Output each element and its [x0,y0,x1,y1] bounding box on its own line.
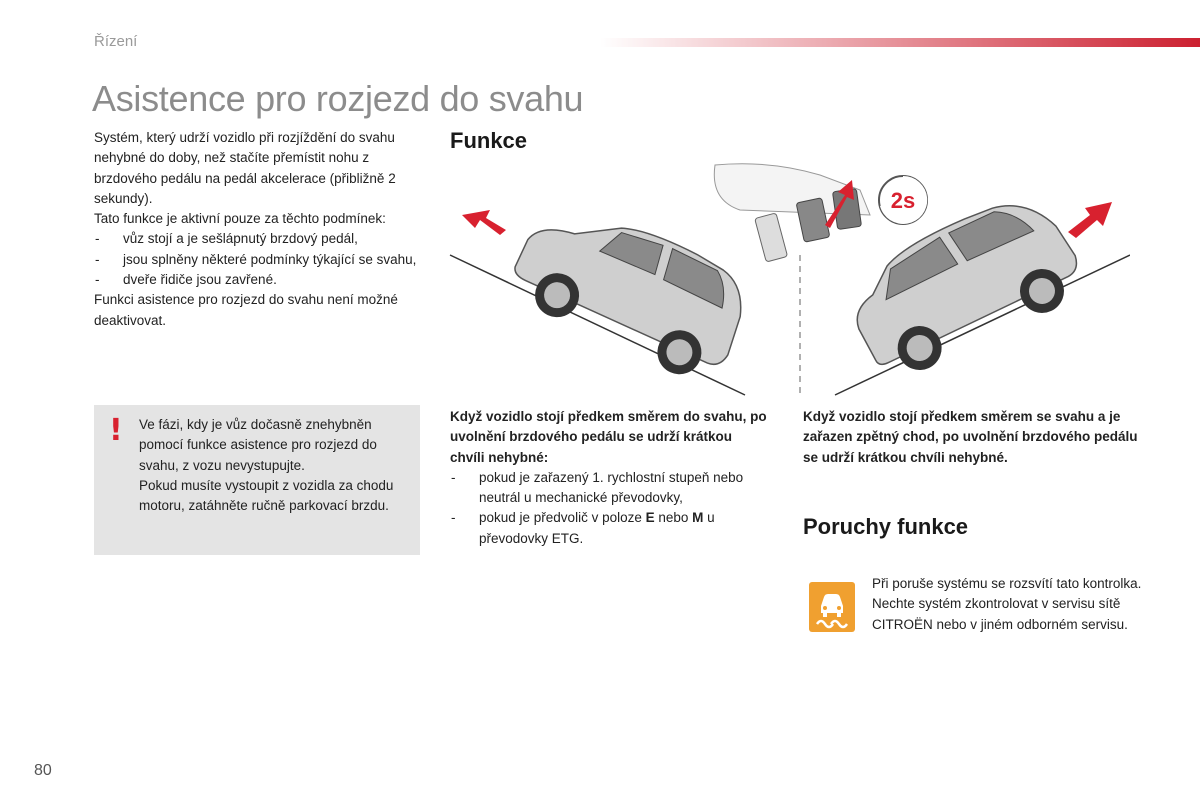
exclamation-icon: ! [109,413,123,448]
funkce-heading: Funkce [450,128,528,153]
right-caption: Když vozidlo stojí předkem směrem se svahu a je zařazen zpětný chod, po uvolnění brzdového pedálu se udrží krátkou chvíli nehybné. [803,409,1138,465]
list-item [450,468,770,509]
page-number: 80 [34,762,52,779]
poruchy-heading: Poruchy funkce [803,514,969,539]
left-caption-bold: Když vozidlo stojí předkem směrem do svahu, po uvolnění brzdového pedálu se udrží krátkou chvíli nehybné: [450,409,767,465]
list-item: - jsou splněny některé podmínky týkající se svahu, [94,250,424,270]
pedals-icon [714,164,870,262]
list-item: - dveře řidiče jsou zavřené. [94,270,424,290]
intro-paragraph: Funkci asistence pro rozjezd do svahu není možné deaktivovat. [94,292,398,328]
list-item-text: u převodovky ETG. [479,510,715,546]
intro-text [94,128,424,331]
warning-line: Pokud musíte vystoupit z vozidla za chodu motoru, zatáhněte ručně parkovací brzdu. [139,477,394,514]
mode-e-label: E [645,510,655,526]
warning-text [139,415,415,516]
mode-m-label: M [692,510,704,526]
warning-line: Ve fázi, kdy je vůz dočasně znehybněn pomocí funkce asistence pro rozjezd do svahu, z vozu nevystupujte. [139,417,377,473]
list-item [450,508,770,549]
list-item: - vůz stojí a je sešlápnutý brzdový pedál, [94,229,424,249]
conditions-list [94,229,424,290]
list-item-text: pokud je předvolič v poloze [479,510,646,526]
hill-start-illustration [440,160,1130,400]
section-label: Řízení [94,33,138,50]
left-caption [450,407,770,549]
arrow-right-icon [1068,202,1112,238]
intro-paragraph: Systém, který udrží vozidlo při rozjíždění do svahu nehybné do doby, než stačíte přemístit nohu z brzdového pedálu na pedál akcelerace (přibližně 2 sekundy). [94,130,396,206]
skid-warning-icon [809,582,855,632]
car-uphill-icon [502,187,760,391]
intro-paragraph: Tato funkce je aktivní pouze za těchto podmínek: [94,211,386,227]
list-item-text: nebo [654,510,693,526]
car-reversing-icon [836,183,1093,388]
timer-icon [879,176,927,224]
gear-conditions-list [450,468,770,549]
timer-label: 2s [890,188,916,213]
arrow-left-icon [462,210,506,235]
fault-text: Při poruše systému se rozsvítí tato kontrolka. Nechte systém zkontrolovat v servisu sítě CITROËN nebo v jiném odborném servisu. [872,576,1142,632]
header-accent-bar [600,38,1200,47]
list-item-text: pokud je zařazený 1. rychlostní stupeň nebo neutrál u mechanické převodovky, [479,469,744,506]
page-title: Asistence pro rozjezd do svahu [92,78,584,119]
warning-box [94,405,420,555]
